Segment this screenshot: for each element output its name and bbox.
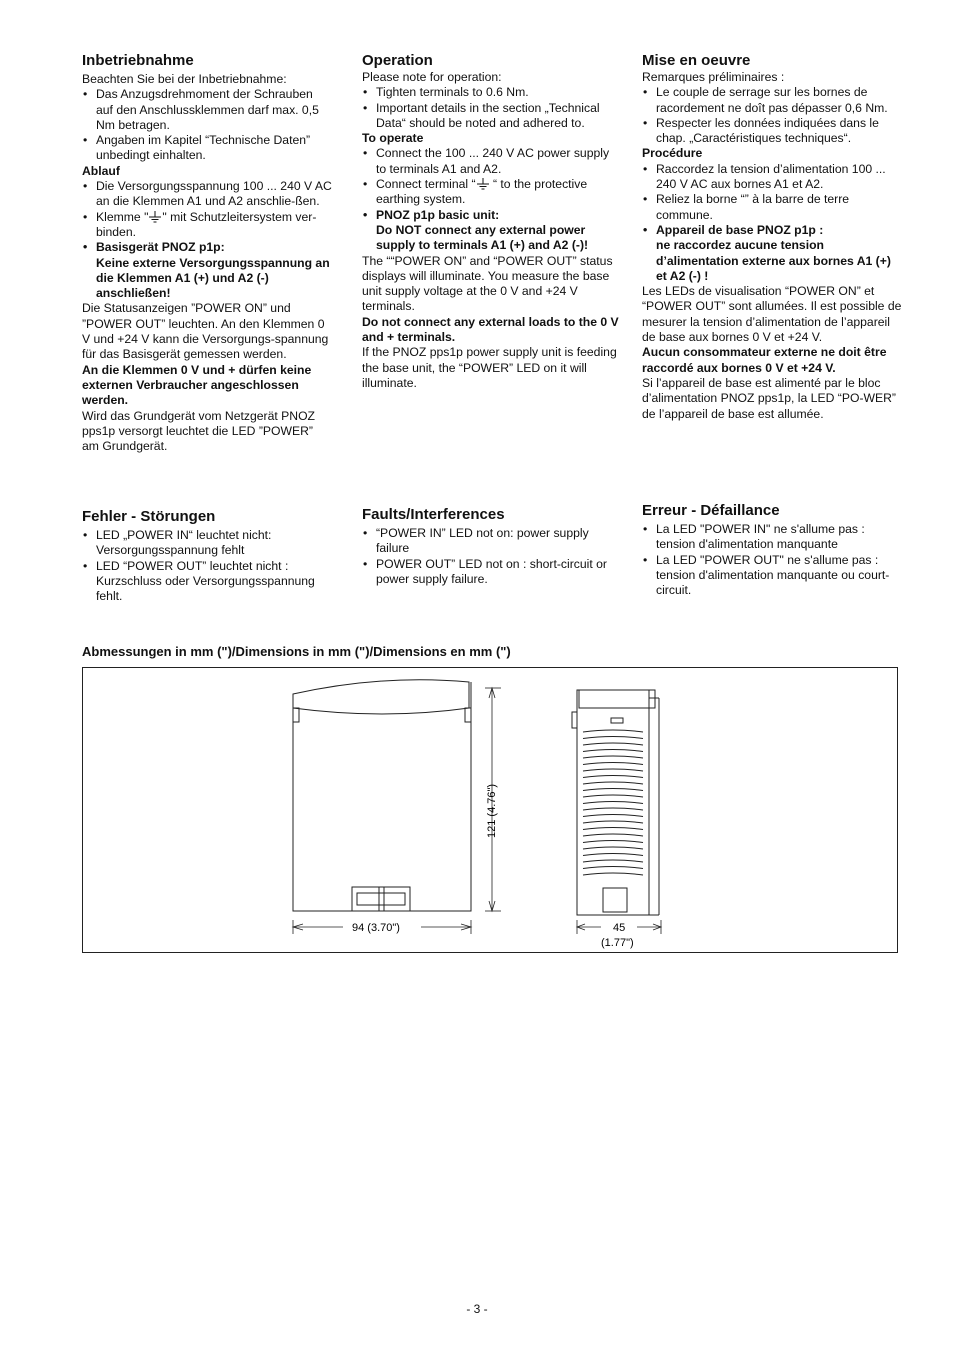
dimensions-drawing-frame bbox=[82, 667, 898, 953]
list-item: • Tighten terminals to 0.6 Nm. bbox=[362, 85, 620, 100]
warning-text: Do not connect any external loads to the 0 V and + terminals. bbox=[362, 314, 619, 345]
dimension-lines bbox=[293, 688, 661, 934]
column-english bbox=[362, 52, 620, 391]
page-number: - 3 - bbox=[466, 1302, 488, 1316]
list-item: • Connect the 100 ... 240 V AC power supply to terminals A1 and A2. bbox=[362, 146, 620, 177]
list-item: • PNOZ p1p basic unit: Do NOT connect any external power supply to terminals A1 (+) and A2 (-)! bbox=[362, 208, 620, 254]
height-label: 121 (4.76") bbox=[486, 783, 498, 838]
procedure-label: Procédure bbox=[642, 146, 703, 161]
warning-text: An die Klemmen 0 V und + dürfen keine externen Verbraucher angeschlossen werden. bbox=[82, 362, 312, 408]
install-list bbox=[642, 85, 904, 146]
pps-text: Si l’appareil de base est alimenté par le bloc d’alimentation PNOZ pps1p, la LED “PO-WER” de l’appareil de base est allumée. bbox=[642, 375, 896, 421]
column-french-faults bbox=[642, 502, 904, 598]
list-item: • Die Versorgungsspannung 100 ... 240 V AC an die Klemmen A1 und A2 anschlie-ßen. bbox=[82, 179, 332, 210]
heading-fehler: Fehler - Störungen bbox=[82, 508, 216, 525]
list-item: • “POWER IN” LED not on: power supply failure bbox=[362, 526, 620, 557]
column-german-faults bbox=[82, 508, 332, 604]
list-item: • La LED "POWER IN" ne s'allume pas : tension d'alimentation manquante bbox=[642, 522, 904, 553]
list-item: • Reliez la borne “” à la barre de terre commune. bbox=[642, 192, 904, 223]
heading-operation: Operation bbox=[362, 52, 433, 69]
list-item: • Basisgerät PNOZ p1p: Keine externe Versorgungsspannung an die Klemmen A1 (+) und A2 (-) anschließen! bbox=[82, 240, 332, 301]
procedure-label: Ablauf bbox=[82, 163, 120, 178]
list-item: • Angaben im Kapitel “Technische Daten” unbedingt einhalten. bbox=[82, 133, 332, 164]
procedure-label: To operate bbox=[362, 131, 424, 146]
list-item: • LED “POWER OUT” leuchtet nicht : Kurzschluss oder Versorgungsspannung fehlt. bbox=[82, 559, 332, 605]
list-item: • Das Anzugsdrehmoment der Schrauben auf den Anschlussklemmen darf max. 0,5 Nm betragen. bbox=[82, 87, 332, 133]
pps-text: If the PNOZ pps1p power supply unit is feeding the base unit, the “POWER” LED on it will illuminate. bbox=[362, 345, 617, 390]
list-item: • Raccordez la tension d’alimentation 100 ... 240 V AC aux bornes A1 et A2. bbox=[642, 162, 904, 193]
procedure-list bbox=[642, 162, 904, 284]
side-view bbox=[572, 690, 659, 915]
dimensions-title: Abmessungen in mm (")/Dimensions in mm (")/Dimensions en mm (") bbox=[82, 644, 511, 659]
list-item: • La LED "POWER OUT" ne s'allume pas : tension d'alimentation manquante ou court-circuit. bbox=[642, 553, 904, 599]
list-item: • LED „POWER IN“ leuchtet nicht: Versorgungsspannung fehlt bbox=[82, 528, 332, 559]
warning-text: Aucun consommateur externe ne doit être raccordé aux bornes 0 V et +24 V. bbox=[642, 345, 887, 375]
column-english-faults bbox=[362, 506, 620, 587]
intro-text: Remarques préliminaires : bbox=[642, 70, 785, 84]
list-item: • Important details in the section „Technical Data“ should be noted and adhered to. bbox=[362, 101, 620, 132]
pps-text: Wird das Grundgerät vom Netzgerät PNOZ pps1p versorgt leuchtet die LED ”POWER” am Grundgerät. bbox=[82, 408, 315, 454]
heading-erreur: Erreur - Défaillance bbox=[642, 502, 780, 519]
depth-label-inch: (1.77") bbox=[601, 937, 634, 949]
procedure-list bbox=[362, 146, 620, 253]
earth-ground-icon bbox=[148, 211, 162, 223]
earth-ground-icon bbox=[476, 178, 490, 190]
list-item: • Klemme " " mit Schutzleitersystem ver-binden. bbox=[82, 210, 332, 241]
intro-text: Beachten Sie bei der Inbetriebnahme: bbox=[82, 72, 287, 86]
heading-faults: Faults/Interferences bbox=[362, 506, 505, 523]
intro-text: Please note for operation: bbox=[362, 70, 502, 84]
depth-label: 45 bbox=[613, 922, 626, 934]
list-item: • Connect terminal “ “ to the protective earthing system. bbox=[362, 177, 620, 208]
install-list bbox=[362, 85, 620, 131]
list-item: • POWER OUT” LED not on : short-circuit or power supply failure. bbox=[362, 557, 620, 588]
list-item: • Appareil de base PNOZ p1p : ne raccordez aucune tension d’alimentation externe aux bornes A1 (+) et A2 (-) ! bbox=[642, 223, 904, 284]
dimension-drawing bbox=[83, 668, 897, 952]
install-list bbox=[82, 87, 332, 163]
front-view bbox=[293, 680, 471, 911]
column-french bbox=[642, 52, 904, 422]
list-item: • Le couple de serrage sur les bornes de racordement ne doît pas dépasser 0,6 Nm. bbox=[642, 85, 904, 116]
status-text: Les LEDs de visualisation “POWER ON” et “POWER OUT” sont allumées. Il est possible de mesurer la tension d’alimentation de l’appareil de base aux bornes 0 V et +24 V. bbox=[642, 284, 902, 345]
status-text: The ““POWER ON” and “POWER OUT” status displays will illuminate. You measure the base unit supply voltage at the 0 V and +24 V terminals. bbox=[362, 253, 613, 314]
width-label: 94 (3.70") bbox=[352, 922, 400, 934]
heading-mise-en-oeuvre: Mise en oeuvre bbox=[642, 52, 751, 69]
heading-inbetriebnahme: Inbetriebnahme bbox=[82, 52, 194, 69]
column-german bbox=[82, 52, 332, 454]
list-item: • Respecter les données indiquées dans le chap. „Caractéristiques techniques“. bbox=[642, 116, 904, 147]
status-text: Die Statusanzeigen ”POWER ON” und ”POWER OUT” leuchten. An den Klemmen 0 V und +24 V kann die Versorgungs-spannung für das Basisgerät gemessen werden. bbox=[82, 301, 329, 362]
procedure-list bbox=[82, 179, 332, 301]
